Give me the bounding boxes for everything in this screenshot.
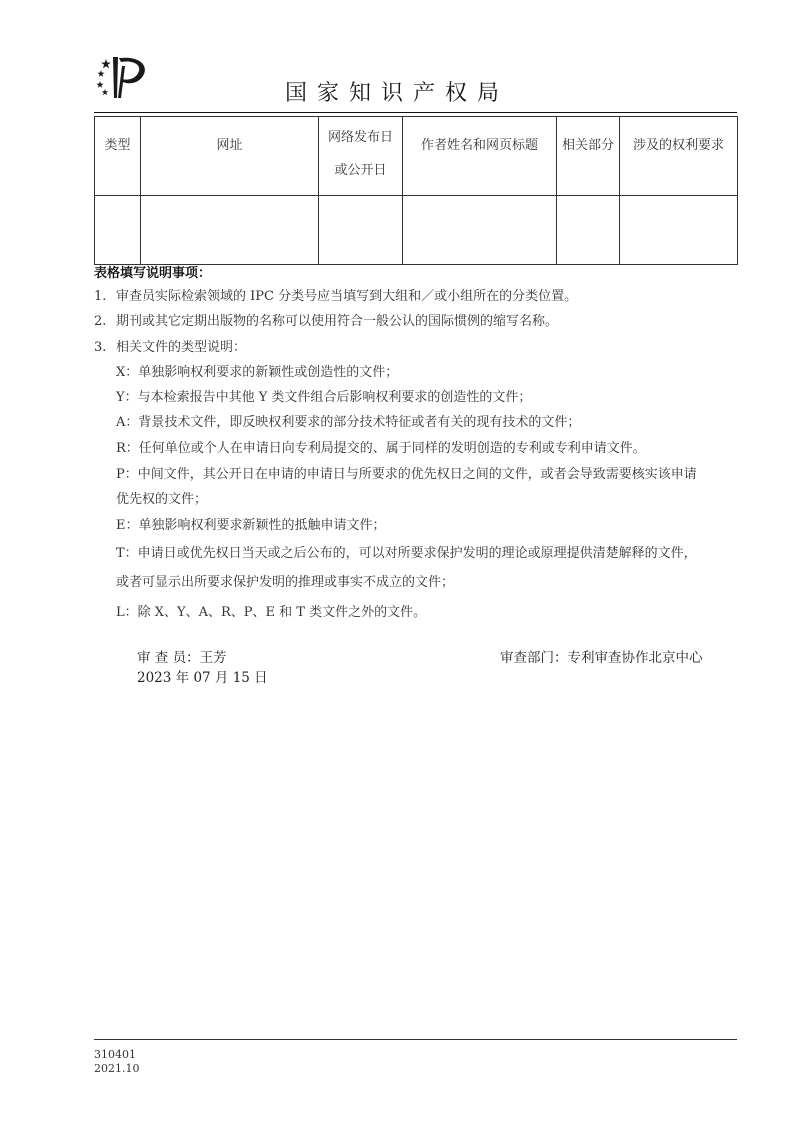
type-p-note: P：中间文件，其公开日在申请的申请日与所要求的优先权日之间的文件，或者会导致需要核实该申请 [116, 467, 697, 482]
col-author-title: 作者姓名和网页标题 [403, 117, 557, 196]
table-header-row [95, 117, 738, 196]
note-number: 3. [94, 340, 107, 355]
examining-department: 审查部门：专利审查协作北京中心 [500, 650, 703, 666]
col-publish-date-line2: 或公开日 [334, 163, 387, 178]
table-cell [95, 196, 141, 265]
footer-rule [94, 1039, 737, 1040]
col-relevant-part: 相关部分 [557, 117, 620, 196]
type-a-note: A：背景技术文件，即反映权利要求的部分技术特征或者有关的现有技术的文件； [116, 415, 581, 430]
note-text: 相关文件的类型说明： [116, 340, 247, 355]
table-row [95, 196, 738, 265]
examiner-name: 审 查 员：王芳 [137, 650, 227, 666]
col-claims: 涉及的权利要求 [620, 117, 738, 196]
header-rule [94, 112, 737, 113]
table-cell [557, 196, 620, 265]
col-publish-date [319, 117, 403, 196]
notes-title: 表格填写说明事项： [94, 266, 212, 281]
type-l-note: L：除 X、Y、A、R、P、E 和 T 类文件之外的文件。 [116, 605, 427, 620]
table-cell [620, 196, 738, 265]
form-version: 2021.10 [94, 1062, 140, 1075]
table-cell [403, 196, 557, 265]
note-number: 2. [94, 314, 107, 329]
type-x-note: X：单独影响权利要求的新颖性或创造性的文件； [116, 365, 399, 380]
col-url: 网址 [141, 117, 319, 196]
table-cell [141, 196, 319, 265]
note-number: 1. [94, 289, 107, 304]
col-type: 类型 [95, 117, 141, 196]
report-date: 2023 年 07 月 15 日 [137, 670, 268, 686]
type-e-note: E：单独影响权利要求新颖性的抵触申请文件； [116, 518, 386, 533]
col-publish-date-line1: 网络发布日 [327, 130, 393, 145]
org-title: 国家知识产权局 [284, 81, 509, 106]
form-code: 310401 [94, 1048, 136, 1061]
type-y-note: Y：与本检索报告中其他 Y 类文件组合后影响权利要求的创造性的文件； [116, 390, 532, 405]
type-r-note: R：任何单位或个人在申请日向专利局提交的、属于同样的发明创造的专利或专利申请文件。 [116, 441, 646, 456]
type-t-note-cont: 或者可显示出所要求保护发明的推理或事实不成立的文件； [116, 575, 455, 590]
note-text: 期刊或其它定期出版物的名称可以使用符合一般公认的国际惯例的缩写名称。 [116, 314, 559, 329]
reference-table [94, 116, 738, 265]
type-p-note-cont: 优先权的文件； [116, 492, 208, 507]
type-t-note: T：申请日或优先权日当天或之后公布的，可以对所要求保护发明的理论或原理提供清楚解释的文件， [116, 546, 697, 561]
note-text: 审查员实际检索领域的 IPC 分类号应当填写到大组和／或小组所在的分类位置。 [116, 289, 578, 304]
table-cell [319, 196, 403, 265]
